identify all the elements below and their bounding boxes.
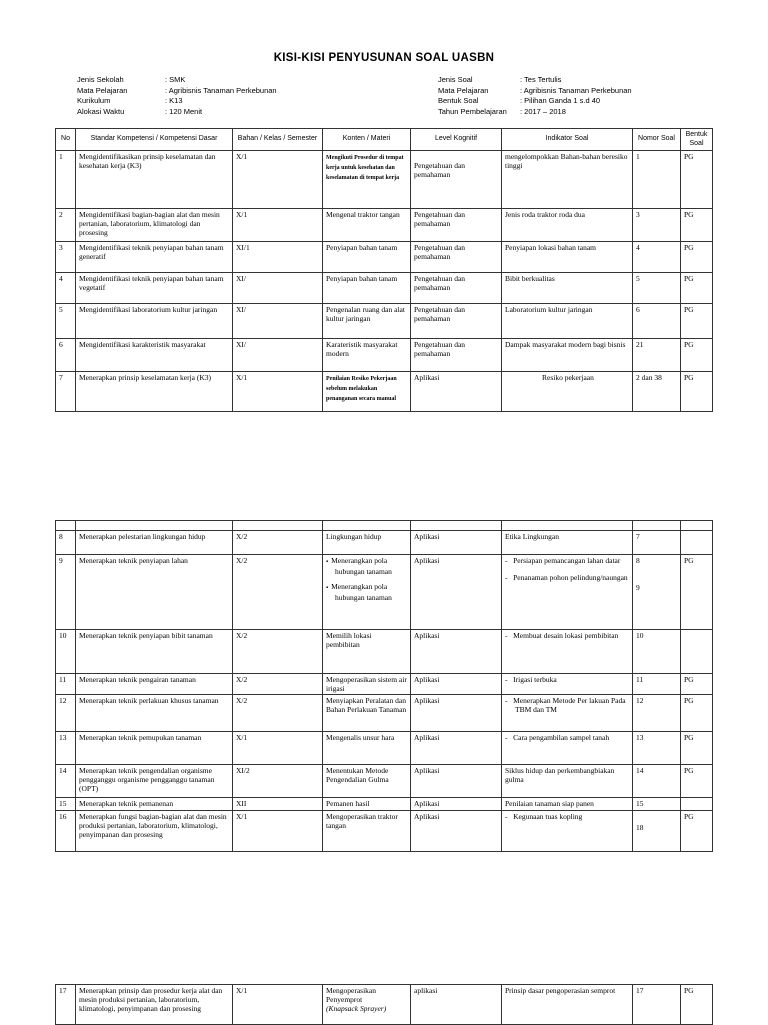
cell-konten <box>323 732 411 765</box>
cell-bentuk: PG <box>681 695 713 732</box>
indikator-text: Laboratorium kultur jaringan <box>505 305 593 314</box>
grid-table-3 <box>55 984 713 1025</box>
cell-kelas: X/1 <box>233 811 323 852</box>
cell-kelas: XI/ <box>233 273 323 304</box>
header-no: No <box>56 129 76 151</box>
konten-text: Karateristik masyarakat modern <box>326 340 398 358</box>
cell-bentuk <box>681 531 713 555</box>
cell-kelas: XI/ <box>233 339 323 372</box>
cell-nomor: 3 <box>633 209 681 242</box>
table-row <box>56 339 713 372</box>
table-row <box>56 765 713 798</box>
meta-value: : 2017 – 2018 <box>520 106 566 116</box>
table-row <box>56 630 713 674</box>
cell-kelas: X/2 <box>233 630 323 674</box>
cell-level: Aplikasi <box>411 798 502 811</box>
cell-level: Pengetahuan dan pemahaman <box>411 339 502 372</box>
konten-text: Lingkungan hidup <box>326 532 382 541</box>
cell-bentuk: PG <box>681 273 713 304</box>
cell-indikator <box>502 339 633 372</box>
cell-bentuk <box>681 630 713 674</box>
cell-no: 1 <box>56 151 76 209</box>
cell-kelas: X/1 <box>233 151 323 209</box>
nomor-item: 8 <box>636 556 640 565</box>
konten-text: Penyiapan bahan tanam <box>326 243 398 252</box>
table-row <box>56 695 713 732</box>
cell-nomor: 5 <box>633 273 681 304</box>
grid-table-1 <box>55 128 713 412</box>
indikator-dash: - Menerapkan Metode Per lakuan Pada TBM dan TM <box>505 696 629 714</box>
cell-no: 9 <box>56 555 76 630</box>
cell-no: 6 <box>56 339 76 372</box>
cell-no: 7 <box>56 372 76 412</box>
cell-kelas: XI/ <box>233 304 323 339</box>
cell-konten <box>323 798 411 811</box>
meta-left-block <box>77 75 277 117</box>
meta-label: Jenis Soal <box>438 75 473 84</box>
cell-sk: Mengidentifikasi teknik penyiapan bahan tanam vegetatif <box>76 273 233 304</box>
cell-no: 16 <box>56 811 76 852</box>
indikator-text: mengelompokkan Bahan-bahan beresiko tinggi <box>505 152 628 170</box>
meta-row <box>438 107 632 118</box>
meta-label: Jenis Sekolah <box>77 75 124 84</box>
header-sk: Standar Kompetensi / Kompetensi Dasar <box>76 129 233 151</box>
indikator-dash: - Persiapan pemancangan lahan datar <box>505 556 629 565</box>
indikator-text: Siklus hidup dan perkembangbiakan gulma <box>505 766 615 784</box>
meta-right-block <box>438 75 632 117</box>
cell-sk: Menerapkan teknik perlakuan khusus tanaman <box>76 695 233 732</box>
cell-nomor: 4 <box>633 242 681 273</box>
cell-bentuk: PG <box>681 339 713 372</box>
meta-row <box>77 75 277 86</box>
cell-konten <box>323 555 411 630</box>
konten-text: Penilaian Resiko Pekerjaan sebelum melakukan penanganan secara manual <box>326 376 397 402</box>
cell-sk: Menerapkan teknik pemanenan <box>76 798 233 811</box>
konten-text: Mengoperasikan sistem air irigasi <box>326 675 407 693</box>
cell-indikator <box>502 242 633 273</box>
cell-level: Aplikasi <box>411 372 502 412</box>
cell-kelas: X/2 <box>233 674 323 695</box>
cell-nomor: 12 <box>633 695 681 732</box>
cell-level: Aplikasi <box>411 531 502 555</box>
cell-nomor: 17 <box>633 985 681 1025</box>
cell-konten <box>323 372 411 412</box>
konten-text: Mengenalis unsur hara <box>326 733 395 742</box>
cell-level: Aplikasi <box>411 555 502 630</box>
meta-value: : SMK <box>165 75 186 84</box>
cell-sk: Menerapkan teknik penyiapan lahan <box>76 555 233 630</box>
konten-text: Penyiapan bahan tanam <box>326 274 398 283</box>
cell-nomor: 11 <box>633 674 681 695</box>
indikator-text: Resiko pekerjaan <box>542 373 594 382</box>
cell-indikator <box>502 985 633 1025</box>
cell-bentuk: PG <box>681 765 713 798</box>
cell-kelas: XI/2 <box>233 765 323 798</box>
cell-bentuk: PG <box>681 985 713 1025</box>
cell-no: 10 <box>56 630 76 674</box>
cell-konten <box>323 151 411 209</box>
cell-sk: Mengidentifikasi karakteristik masyarakat <box>76 339 233 372</box>
meta-value: : K13 <box>165 96 183 105</box>
cell-no: 8 <box>56 531 76 555</box>
table-row <box>56 674 713 695</box>
meta-label: Mata Pelajaran <box>77 85 128 95</box>
table-row <box>56 151 713 209</box>
cell-bentuk: PG <box>681 372 713 412</box>
cell-konten <box>323 209 411 242</box>
cell-bentuk: PG <box>681 811 713 852</box>
cell-nomor <box>633 555 681 630</box>
konten-text: Menentukan Metode Pengendalian Gulma <box>326 766 389 784</box>
cell-konten <box>323 304 411 339</box>
indikator-text: Dampak masyarakat modern bagi bisnis <box>505 340 626 349</box>
cell-level: Aplikasi <box>411 630 502 674</box>
indikator-dash: - Irigasi terbuka <box>505 675 629 684</box>
indikator-dash: - Kegunaan tuas kopling <box>505 812 629 821</box>
cell-level: Pengetahuan dan pemahaman <box>411 304 502 339</box>
cell-no: 2 <box>56 209 76 242</box>
cell-bentuk: PG <box>681 674 713 695</box>
cell-no: 15 <box>56 798 76 811</box>
cell-level: Pengetahuan dan pemahaman <box>411 209 502 242</box>
cell-sk: Mengidentifikasi bagian-bagian alat dan mesin pertanian, laboratorium, klimatologi dan prosesing <box>76 209 233 242</box>
cell-bentuk: PG <box>681 732 713 765</box>
indikator-dash: - Membuat desain lokasi pembibitan <box>505 631 629 640</box>
cell-indikator <box>502 151 633 209</box>
header-bentuk: Bentuk Soal <box>681 129 713 151</box>
indikator-text: Penyiapan lokasi bahan tanam <box>505 243 597 252</box>
cell-indikator <box>502 630 633 674</box>
meta-value: : Agribisnis Tanaman Perkebunan <box>165 85 277 95</box>
cell-indikator <box>502 765 633 798</box>
indikator-text: Penilaian tanaman siap panen <box>505 799 594 808</box>
cell-kelas: X/2 <box>233 555 323 630</box>
meta-row <box>77 107 277 118</box>
cell-no: 14 <box>56 765 76 798</box>
table-header-row <box>56 129 713 151</box>
konten-text: Pengenalan ruang dan alat kultur jaringan <box>326 305 405 323</box>
konten-text: Mengoperasikan traktor tangan <box>326 812 398 830</box>
indikator-text: Prinsip dasar pengoperasian semprot <box>505 986 616 995</box>
table-row <box>56 985 713 1025</box>
cell-level: Aplikasi <box>411 674 502 695</box>
cell-no: 12 <box>56 695 76 732</box>
cell-sk: Menerapkan teknik pengairan tanaman <box>76 674 233 695</box>
cell-konten <box>323 674 411 695</box>
table-row <box>56 811 713 852</box>
cell-konten <box>323 273 411 304</box>
cell-nomor: 18 <box>633 811 681 852</box>
cell-indikator <box>502 209 633 242</box>
cell-kelas: X/2 <box>233 531 323 555</box>
indikator-text: Etika Lingkungan <box>505 532 559 541</box>
grid-table-2 <box>55 520 713 852</box>
cell-level: Pengetahuan dan pemahaman <box>411 273 502 304</box>
table-row <box>56 555 713 630</box>
cell-konten <box>323 811 411 852</box>
meta-value: : Tes Tertulis <box>520 75 562 84</box>
header-nomor: Nomor Soal <box>633 129 681 151</box>
cell-indikator <box>502 372 633 412</box>
cell-indikator <box>502 273 633 304</box>
indikator-text: Jenis roda traktor roda dua <box>505 210 585 219</box>
cell-konten <box>323 339 411 372</box>
table-row <box>56 273 713 304</box>
meta-row <box>438 96 632 107</box>
cell-nomor: 10 <box>633 630 681 674</box>
cell-konten <box>323 695 411 732</box>
cell-konten <box>323 531 411 555</box>
cell-kelas: X/1 <box>233 209 323 242</box>
meta-value: : Pilihan Ganda 1 s.d 40 <box>520 96 601 105</box>
table-blank-row <box>56 521 713 531</box>
header-konten: Konten / Materi <box>323 129 411 151</box>
cell-konten <box>323 765 411 798</box>
cell-nomor: 1 <box>633 151 681 209</box>
cell-no: 4 <box>56 273 76 304</box>
konten-text: Menyiapkan Peralatan dan Bahan Perlakuan Tanaman <box>326 696 407 714</box>
cell-no: 11 <box>56 674 76 695</box>
cell-level: Aplikasi <box>411 811 502 852</box>
cell-no: 13 <box>56 732 76 765</box>
cell-kelas: X/2 <box>233 695 323 732</box>
meta-label: Kurikulum <box>77 96 111 105</box>
cell-bentuk: PG <box>681 151 713 209</box>
header-level: Level Kognitif <box>411 129 502 151</box>
cell-sk: Menerapkan pelestarian lingkungan hidup <box>76 531 233 555</box>
konten-bullet: ▪ Menerangkan pola hubungan tanaman <box>326 582 407 602</box>
konten-paren: (Knapsack Sprayer) <box>326 1004 387 1013</box>
table-row <box>56 732 713 765</box>
cell-level: Aplikasi <box>411 765 502 798</box>
meta-value: : 120 Menit <box>165 106 203 116</box>
table-row <box>56 372 713 412</box>
header-kelas: Bahan / Kelas / Semester <box>233 129 323 151</box>
cell-kelas: X/1 <box>233 985 323 1025</box>
cell-nomor: 13 <box>633 732 681 765</box>
cell-level: aplikasi <box>411 985 502 1025</box>
meta-row <box>77 96 277 107</box>
cell-kelas: X/1 <box>233 732 323 765</box>
table-row <box>56 798 713 811</box>
indikator-dash: - Cara pengambilan sampel tanah <box>505 733 629 742</box>
cell-sk: Menerapkan prinsip keselamatan kerja (K3) <box>76 372 233 412</box>
meta-row <box>438 86 632 97</box>
cell-kelas: XI/1 <box>233 242 323 273</box>
cell-indikator <box>502 811 633 852</box>
indikator-dash: - Penanaman pohon pelindung/naungan <box>505 573 629 582</box>
cell-no: 3 <box>56 242 76 273</box>
meta-label: Bentuk Soal <box>438 96 479 105</box>
nomor-item: 9 <box>636 583 640 592</box>
cell-level: Pengetahuan dan pemahaman <box>411 242 502 273</box>
cell-indikator <box>502 555 633 630</box>
cell-bentuk <box>681 798 713 811</box>
cell-nomor: 6 <box>633 304 681 339</box>
cell-sk: Menerapkan prinsip dan prosedur kerja alat dan mesin produksi pertanian, laboratorium, klimatologi, penyimpanan dan prosesing <box>76 985 233 1025</box>
cell-indikator <box>502 304 633 339</box>
cell-bentuk: PG <box>681 209 713 242</box>
header-indikator: Indikator Soal <box>502 129 633 151</box>
cell-indikator <box>502 674 633 695</box>
konten-bullet: ▪ Menerangkan pola hubungan tanaman <box>326 556 407 576</box>
cell-nomor: 15 <box>633 798 681 811</box>
indikator-text: Bibit berkualitas <box>505 274 555 283</box>
meta-row <box>77 86 277 97</box>
meta-label: Tahun Pembelajaran <box>438 106 507 116</box>
konten-text: Mengenal traktor tangan <box>326 210 400 219</box>
cell-kelas: XII <box>233 798 323 811</box>
cell-konten <box>323 242 411 273</box>
cell-indikator <box>502 531 633 555</box>
meta-value: : Agribisnis Tanaman Perkebunan <box>520 85 632 95</box>
meta-label: Mata Pelajaran <box>438 85 489 95</box>
konten-text: Memilih lokasi pembibitan <box>326 631 372 649</box>
cell-nomor: 14 <box>633 765 681 798</box>
table-row <box>56 209 713 242</box>
cell-konten <box>323 985 411 1025</box>
cell-sk: Menerapkan teknik pengendalian organisme pengganggu organisme pengganggu tanaman (OPT) <box>76 765 233 798</box>
table-row <box>56 531 713 555</box>
cell-sk: Menerapkan fungsi bagian-bagian alat dan mesin produksi pertanian, laboratorium, klimatologi, penyimpanan dan prosesing <box>76 811 233 852</box>
cell-indikator <box>502 732 633 765</box>
table-row <box>56 304 713 339</box>
cell-sk: Mengidentifikasi teknik penyiapan bahan tanam generatif <box>76 242 233 273</box>
konten-text: Mengoperasikan Penyemprot <box>326 986 376 1004</box>
konten-text: Mengikuti Prosedur di tempat kerja untuk kesehatan dan keselamatan di tempat kerja <box>326 155 404 181</box>
table-row <box>56 242 713 273</box>
cell-bentuk: PG <box>681 304 713 339</box>
cell-level: Aplikasi <box>411 695 502 732</box>
cell-konten <box>323 630 411 674</box>
cell-kelas: X/1 <box>233 372 323 412</box>
cell-sk: Menerapkan teknik pemupukan tanaman <box>76 732 233 765</box>
document-title: KISI-KISI PENYUSUNAN SOAL UASBN <box>273 52 495 64</box>
cell-indikator <box>502 695 633 732</box>
cell-no: 5 <box>56 304 76 339</box>
cell-nomor: 21 <box>633 339 681 372</box>
cell-bentuk: PG <box>681 555 713 630</box>
cell-sk: Mengidentifikasikan prinsip keselamatan dan kesehatan kerja (K3) <box>76 151 233 209</box>
konten-text: Pemanen hasil <box>326 799 370 808</box>
cell-level: Aplikasi <box>411 732 502 765</box>
cell-sk: Mengidentifikasi laboratorium kultur jaringan <box>76 304 233 339</box>
cell-nomor: 7 <box>633 531 681 555</box>
cell-nomor: 2 dan 38 <box>633 372 681 412</box>
cell-bentuk: PG <box>681 242 713 273</box>
meta-label: Alokasi Waktu <box>77 106 125 116</box>
cell-sk: Menerapkan teknik penyiapan bibit tanaman <box>76 630 233 674</box>
cell-indikator <box>502 798 633 811</box>
cell-level: Pengetahuan dan pemahaman <box>411 151 502 209</box>
meta-row <box>438 75 632 86</box>
cell-no: 17 <box>56 985 76 1025</box>
